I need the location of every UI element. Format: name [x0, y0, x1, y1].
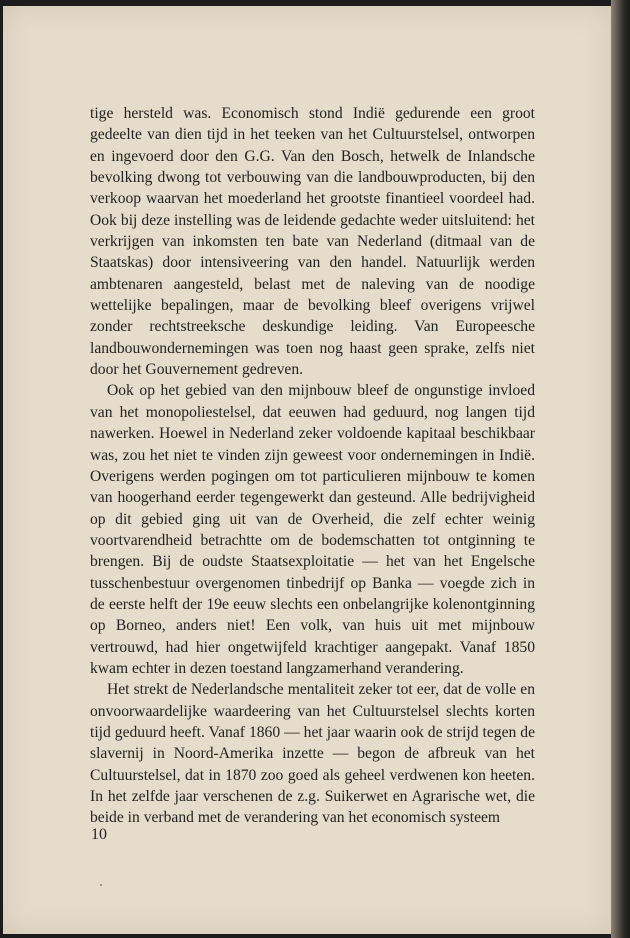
paragraph-3: Het strekt de Nederlandsche mentaliteit zeker tot eer, dat de volle en onvoorwaardelijke waardeering van het Cultuurstelsel slechts korten tijd geduurd heeft. Vanaf 1860 — het jaar waarin ook de strijd tegen de slavernij in Noord-Amerika inzette — begon de afbreuk van het Cultuurstelsel, dat in 1870 zoo goed als geheel verdwenen kon heeten. In het zelfde jaar verschenen de z.g. Suikerwet en Agrarische wet, die beide in verband met de verandering van het economisch systeem	[90, 681, 535, 827]
book-binding-edge	[611, 0, 630, 938]
book-page	[3, 6, 611, 934]
paper-speck	[100, 884, 102, 886]
paragraph-1: tige hersteld was. Economisch stond Indië gedurende een groot gedeelte van dien tijd in het teeken van het Cultuurstelsel, ontworpen en ingevoerd door den G.G. Van den Bosch, hetwelk de Inlandsche bevolking dwong tot verbouwing van die landbouwproducten, bij den verkoop waarvan het moederland het grootste finantieel voordeel had. Ook bij deze instelling was de leidende gedachte weder uitsluitend: het verkrijgen van inkomsten ten bate van Nederland (ditmaal van de Staatskas) door intensiveering van den handel. Natuurlijk werden ambtenaren aangesteld, belast met de naleving van de noodige wettelijke bepalingen, maar de bevolking bleef overigens vrijwel zonder rechtstreeksche deskundige leiding. Van Europeesche landbouwondernemingen was toen nog haast geen sprake, zelfs niet door het Gouvernement gedreven.	[90, 105, 535, 379]
page-number: 10	[91, 826, 107, 843]
body-text	[90, 103, 535, 829]
paragraph-2: Ook op het gebied van den mijnbouw bleef de ongunstige invloed van het monopoliestelsel, dat eeuwen had geduurd, nog langen tijd nawerken. Hoewel in Nederland zeker voldoende kapitaal beschikbaar was, zou het niet te vinden zijn geweest voor ondernemingen in Indië. Overigens werden pogingen om tot particulieren mijnbouw te komen van hoogerhand eerder tegengewerkt dan gesteund. Alle bedrijvigheid op dit gebied ging uit van de Overheid, die zelf echter weinig voortvarendheid betrachtte om de bodemschatten tot ontginning te brengen. Bij de oudste Staatsexploitatie — het van het Engelsche tusschenbestuur overgenomen tinbedrijf op Banka — voegde zich in de eerste helft der 19e eeuw slechts een onbelangrijke kolenontginning op Borneo, anders niet! Een volk, van huis uit met mijnbouw vertrouwd, had hier ongetwijfeld krachtiger aangepakt. Vanaf 1850 kwam echter in dezen toestand langzamerhand verandering.	[90, 382, 535, 677]
